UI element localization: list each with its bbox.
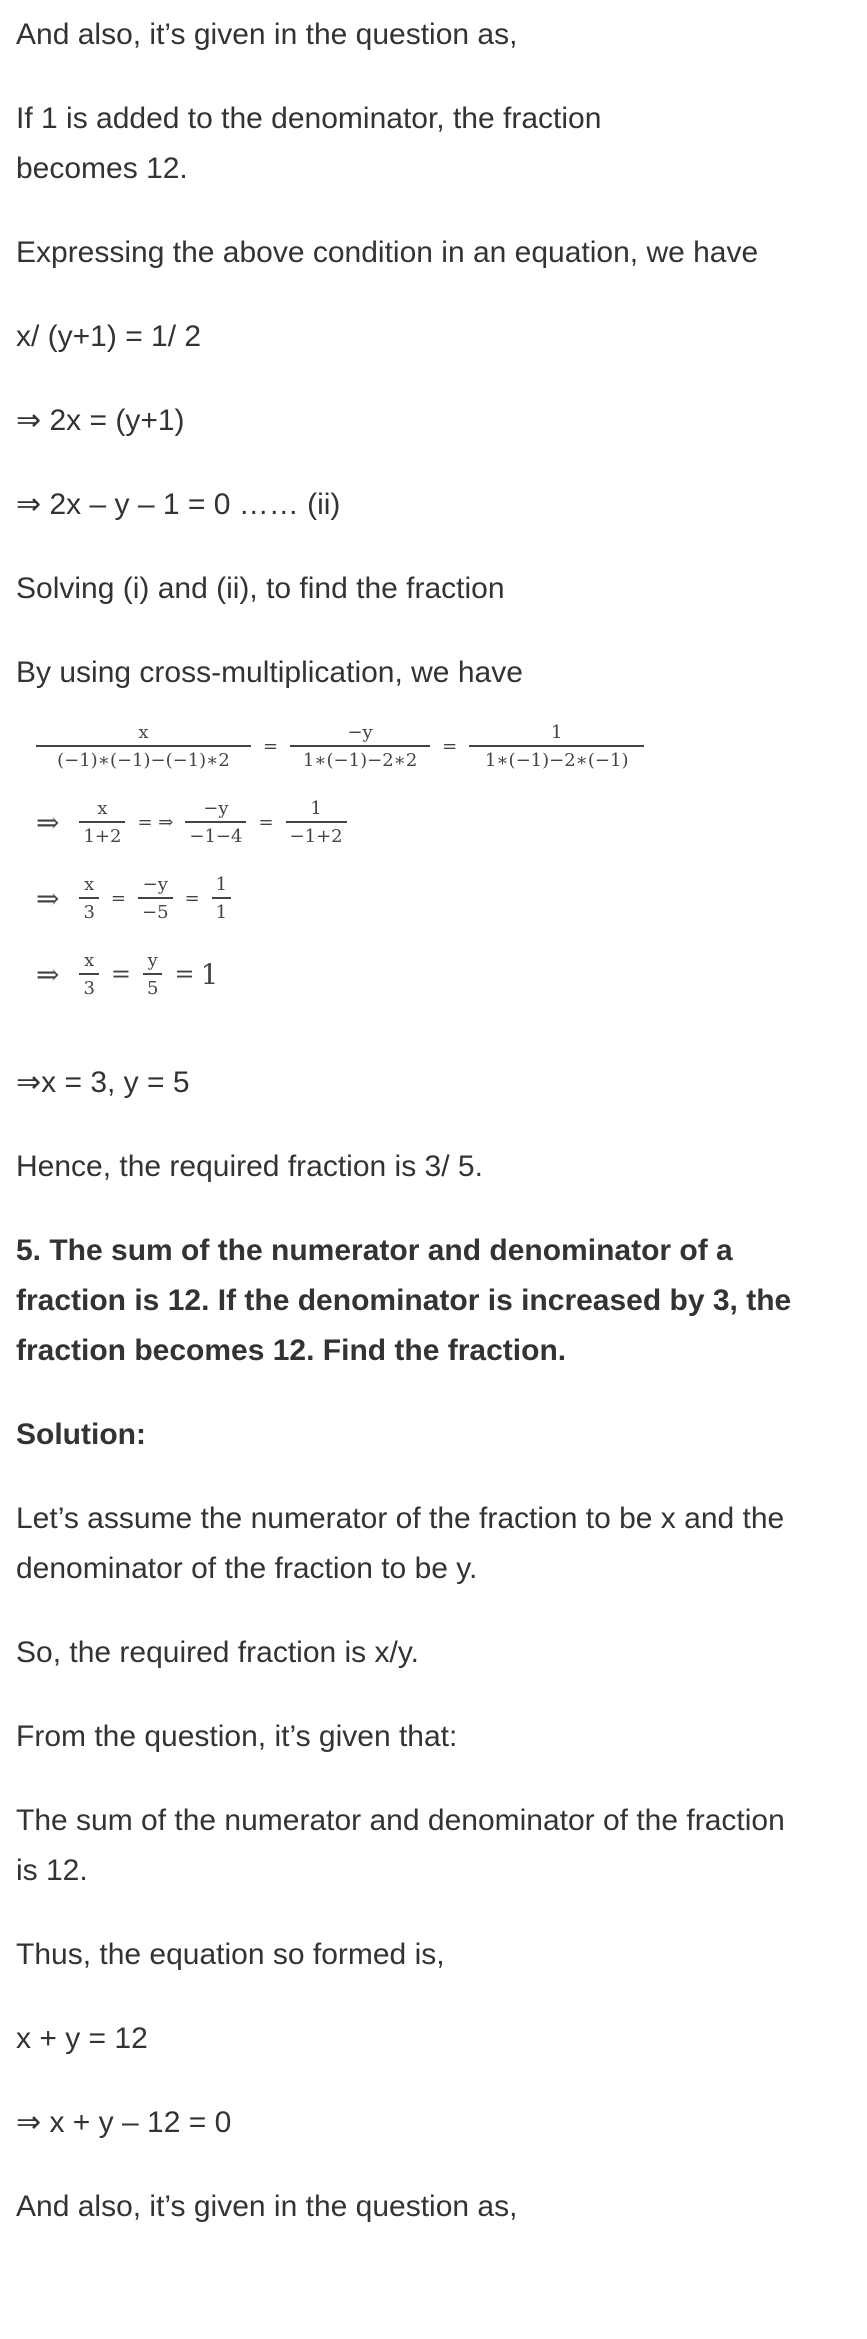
- text-paragraph: Solving (i) and (ii), to find the fraction: [16, 572, 505, 605]
- fraction: $\frac{-y}{1∗(-1)-2∗2}$: [290, 722, 430, 771]
- equation: ⇒ 2x = (y+1): [16, 404, 185, 437]
- equals: =: [442, 735, 458, 757]
- text-paragraph: And also, it’s given in the question as,: [16, 18, 518, 51]
- fraction: $\frac{x}{1+2}$: [79, 798, 125, 847]
- math-line-4: [36, 936, 851, 1012]
- fraction: $\frac{1}{-1+2}$: [286, 798, 347, 847]
- fraction: $\frac{-y}{-1-4}$: [185, 798, 246, 847]
- fraction: $\frac{x}{(-1)∗(-1)-(-1)∗2}$: [36, 722, 251, 771]
- question-heading: 5. The sum of the numerator and denominator of a fraction is 12. If the denominator is increased by 3, the fraction becomes 12. Find the fraction.: [16, 1234, 792, 1367]
- equals: = ⇒: [137, 811, 174, 833]
- math-line-2: [36, 784, 851, 860]
- fraction: $\frac{x}{3}$: [79, 874, 98, 923]
- text-paragraph: Hence, the required fraction is 3/ 5.: [16, 1150, 483, 1183]
- cross-multiplication-math: [36, 708, 851, 1018]
- implies-icon: ⇒: [36, 805, 60, 839]
- solution-label: Solution:: [16, 1418, 146, 1451]
- text-paragraph: Thus, the equation so formed is,: [16, 1938, 445, 1971]
- text-paragraph: From the question, it’s given that:: [16, 1720, 458, 1753]
- equals: =: [110, 960, 132, 988]
- text-paragraph: The sum of the numerator and denominator of the fraction is 12.: [16, 1804, 785, 1887]
- equation: ⇒x = 3, y = 5: [16, 1066, 190, 1099]
- equation: ⇒ 2x – y – 1 = 0 …… (ii): [16, 488, 341, 521]
- equals: =: [110, 887, 127, 909]
- equation: x + y = 12: [16, 2022, 148, 2055]
- text-paragraph: By using cross-multiplication, we have: [16, 656, 523, 689]
- fraction: $\frac{-y}{-5}$: [138, 874, 173, 923]
- math-line-3: [36, 860, 851, 936]
- text-paragraph: Let’s assume the numerator of the fraction to be x and the denominator of the fraction to be y.: [16, 1502, 785, 1585]
- text-paragraph: Expressing the above condition in an equation, we have: [16, 236, 759, 269]
- text-paragraph: And also, it’s given in the question as,: [16, 2190, 518, 2223]
- equals: =: [184, 887, 200, 909]
- fraction: $\frac{x}{3}$: [79, 950, 98, 999]
- implies-icon: ⇒: [36, 957, 60, 991]
- fraction: $\frac{1}{1}$: [212, 874, 231, 923]
- equation: x/ (y+1) = 1/ 2: [16, 320, 202, 353]
- equals: =: [174, 960, 195, 988]
- math-line-1: [30, 708, 851, 784]
- fraction: $\frac{y}{5}$: [143, 950, 162, 999]
- text-paragraph: If 1 is added to the denominator, the fraction becomes 12.: [16, 102, 602, 185]
- math-value: 1: [200, 957, 219, 991]
- equals: =: [258, 811, 274, 833]
- equals: =: [263, 735, 279, 757]
- equation: ⇒ x + y – 12 = 0: [16, 2106, 232, 2139]
- fraction: $\frac{1}{1∗(-1)-2∗(-1)}$: [469, 722, 644, 771]
- text-paragraph: So, the required fraction is x/y.: [16, 1636, 419, 1669]
- implies-icon: ⇒: [36, 881, 60, 915]
